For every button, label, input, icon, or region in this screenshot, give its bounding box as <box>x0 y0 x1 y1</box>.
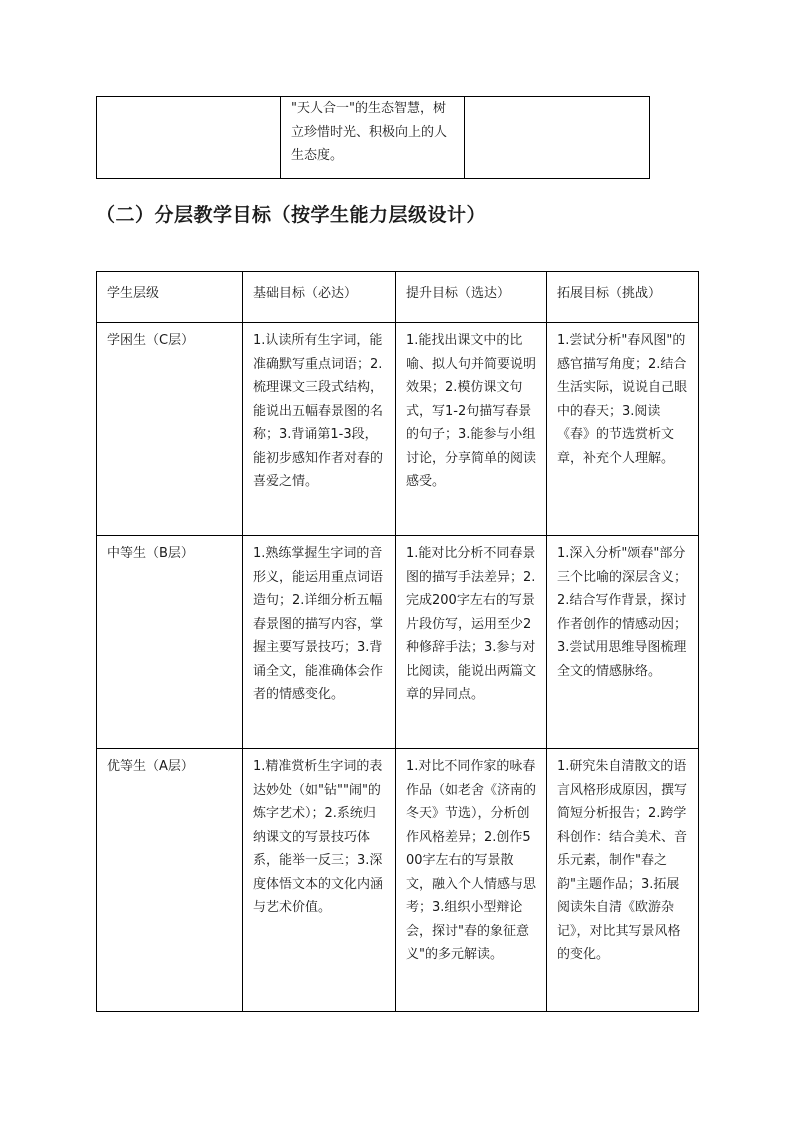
challenge-goal-cell: 1.尝试分析"春风图"的感官描写角度；2.结合生活实际，说说自己眼中的春天；3.阅读《春》的节选赏析文章，补充个人理解。 <box>547 323 699 536</box>
advanced-goal-cell: 1.能对比分析不同春景图的描写手法差异；2.完成200字左右的写景片段仿写，运用至少2种修辞手法；3.参与对比阅读，能说出两篇文章的异同点。 <box>396 536 547 749</box>
table-row <box>97 97 650 179</box>
level-label: 优等生（A层） <box>97 749 243 1012</box>
basic-goal-cell: 1.精准赏析生字词的表达妙处（如"钻""闹"的炼字艺术）；2.系统归纳课文的写景技巧体系，能举一反三；3.深度体悟文本的文化内涵与艺术价值。 <box>243 749 396 1012</box>
table-header-row <box>97 272 699 323</box>
level-label: 学困生（C层） <box>97 323 243 536</box>
tiered-goals-table <box>96 271 699 1012</box>
header-advanced-goal: 提升目标（选达） <box>396 272 547 323</box>
basic-goal-cell: 1.认读所有生字词，能准确默写重点词语；2.梳理课文三段式结构，能说出五幅春景图的名称；3.背诵第1-3段，能初步感知作者对春的喜爱之情。 <box>243 323 396 536</box>
section-title: （二）分层教学目标（按学生能力层级设计） <box>96 204 487 226</box>
table-row-a-level <box>97 749 699 1012</box>
challenge-goal-cell: 1.深入分析"颂春"部分三个比喻的深层含义；2.结合写作背景，探讨作者创作的情感动因；3.尝试用思维导图梳理全文的情感脉络。 <box>547 536 699 749</box>
table-row-b-level <box>97 536 699 749</box>
header-challenge-goal: 拓展目标（挑战） <box>547 272 699 323</box>
table-cell-ecology-wisdom: "天人合一"的生态智慧，树立珍惜时光、积极向上的人生态度。 <box>281 97 465 179</box>
basic-goal-cell: 1.熟练掌握生字词的音形义，能运用重点词语造句；2.详细分析五幅春景图的描写内容，掌握主要写景技巧；3.背诵全文，能准确体会作者的情感变化。 <box>243 536 396 749</box>
table-cell <box>465 97 650 179</box>
challenge-goal-cell: 1.研究朱自清散文的语言风格形成原因，撰写简短分析报告；2.跨学科创作：结合美术、音乐元素，制作"春之韵"主题作品；3.拓展阅读朱自清《欧游杂记》，对比其写景风格的变化。 <box>547 749 699 1012</box>
advanced-goal-cell: 1.能找出课文中的比喻、拟人句并简要说明效果；2.模仿课文句式，写1-2句描写春景的句子；3.能参与小组讨论，分享简单的阅读感受。 <box>396 323 547 536</box>
header-student-level: 学生层级 <box>97 272 243 323</box>
table-cell <box>97 97 281 179</box>
continued-table <box>96 96 650 179</box>
table-row-c-level <box>97 323 699 536</box>
advanced-goal-cell: 1.对比不同作家的咏春作品（如老舍《济南的冬天》节选），分析创作风格差异；2.创作500字左右的写景散文，融入个人情感与思考；3.组织小型辩论会，探讨"春的象征意义"的多元解读。 <box>396 749 547 1012</box>
level-label: 中等生（B层） <box>97 536 243 749</box>
header-basic-goal: 基础目标（必达） <box>243 272 396 323</box>
